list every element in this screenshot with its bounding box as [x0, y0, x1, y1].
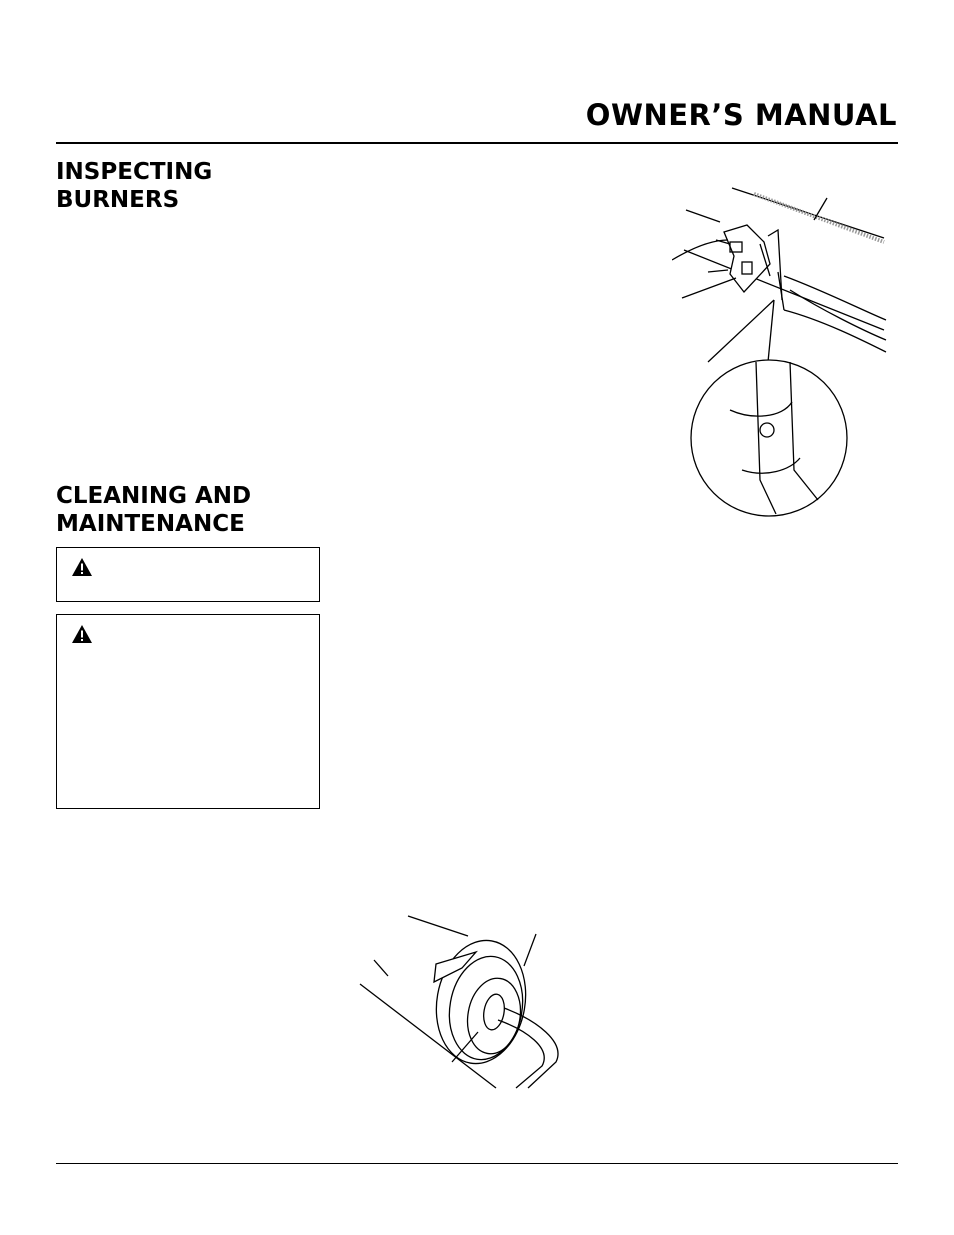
section-heading-cleaning-maintenance: CLEANING AND MAINTENANCE: [56, 483, 252, 537]
header-rule: [56, 142, 898, 144]
burner-pilot-illustration: [672, 180, 888, 520]
warning-box: [56, 614, 320, 809]
warning-box: [56, 547, 320, 602]
footer-rule: [56, 1163, 898, 1164]
page-title: OWNER’S MANUAL: [585, 98, 897, 132]
section-heading-inspecting-burners: INSPECTING BURNERS: [56, 159, 213, 213]
warning-triangle-icon: [71, 557, 93, 577]
burner-orifice-illustration: [356, 912, 576, 1090]
warning-triangle-icon: [71, 624, 93, 644]
